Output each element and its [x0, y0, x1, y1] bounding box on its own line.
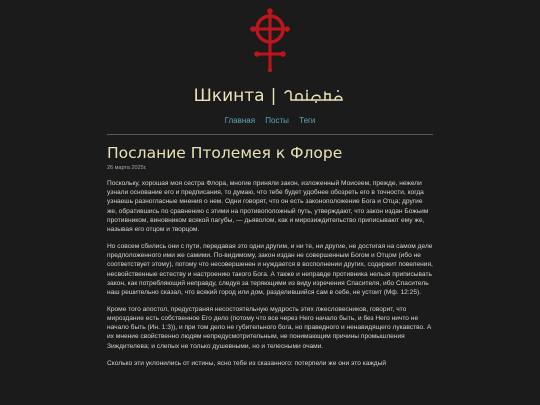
title-separator: |: [270, 86, 277, 106]
post-title: Послание Птолемея к Флоре: [107, 144, 343, 162]
main-nav: [0, 116, 540, 126]
post-paragraph: Кроме того апостол, предустраняя несостоятельную мудрость этих лжесловесников, говорит, что мироздание есть собственное Его дело (потому что все через Него начало быть, и без Него ничто не начало быть (Ин. 1:3)), и при том дело не губительного бога, но праведного и ненавидящего лукавство. А их мнение свойственно людям непредусмотрительным, не понимающим причины промышления Зиждителева; и слепых не только душевными, но и телесными очами.: [107, 305, 432, 350]
site-title[interactable]: [0, 86, 540, 106]
post-paragraph: Сколько эти уклонились от истины, ясно тебе из сказанного: потерпели же они это каждый: [107, 359, 387, 367]
nav-home-link[interactable]: Главная: [224, 116, 256, 125]
post-article: [107, 144, 433, 375]
syriac-title-glyphs: [282, 89, 346, 103]
post-body: [107, 179, 433, 368]
nav-posts-link[interactable]: Посты: [265, 116, 289, 125]
post-date: 26 марта 2025г.: [107, 165, 147, 171]
site-title-text: Шкинта: [193, 86, 265, 106]
post-paragraph: Поскольку, хорошая моя сестра Флора, многие приняли закон, изложенный Моисеем, прежде, нежели узнали основание его и предписания, то думаю, что тебе будет удобнее обозреть его в точности, когда узнаешь разногласные мнения о нем. Одни говорят, что он есть законоположение Бога и Отца; другие же, обратившись по сравнению с этими на противоположный путь, утверждают, что закон издан Божьим противником, виновником всякой пагубы, — дьяволом, как и мирозиждительство приписывают ему же, называя его отцом и творцом.: [107, 180, 429, 234]
red-wheel-cross-logo: [248, 8, 292, 72]
header-divider: [107, 134, 433, 135]
nav-tags-link[interactable]: Теги: [299, 116, 316, 125]
post-paragraph: Но совсем сбились они с пути, передавая это одни другим, и ни те, ни другие, не достигая на самом деле предположенного ими же самими. По-видимому, закон издан не совершенным Богом и Отцом (ибо не соответствует этому), потому что несовершенен и нуждается в восполнении других, содержит повеления, несвойственные естеству и настроению такого Бога. А также и неправде противника нельзя приписывать закон, как потребляющий неправду, следуя за теряющими из виду изречения Спасителя, ибо Спаситель наш решительно сказал, что всякий город или дом, разделившийся сам в себе, не устоит (Мф. 12:25).: [107, 242, 433, 296]
